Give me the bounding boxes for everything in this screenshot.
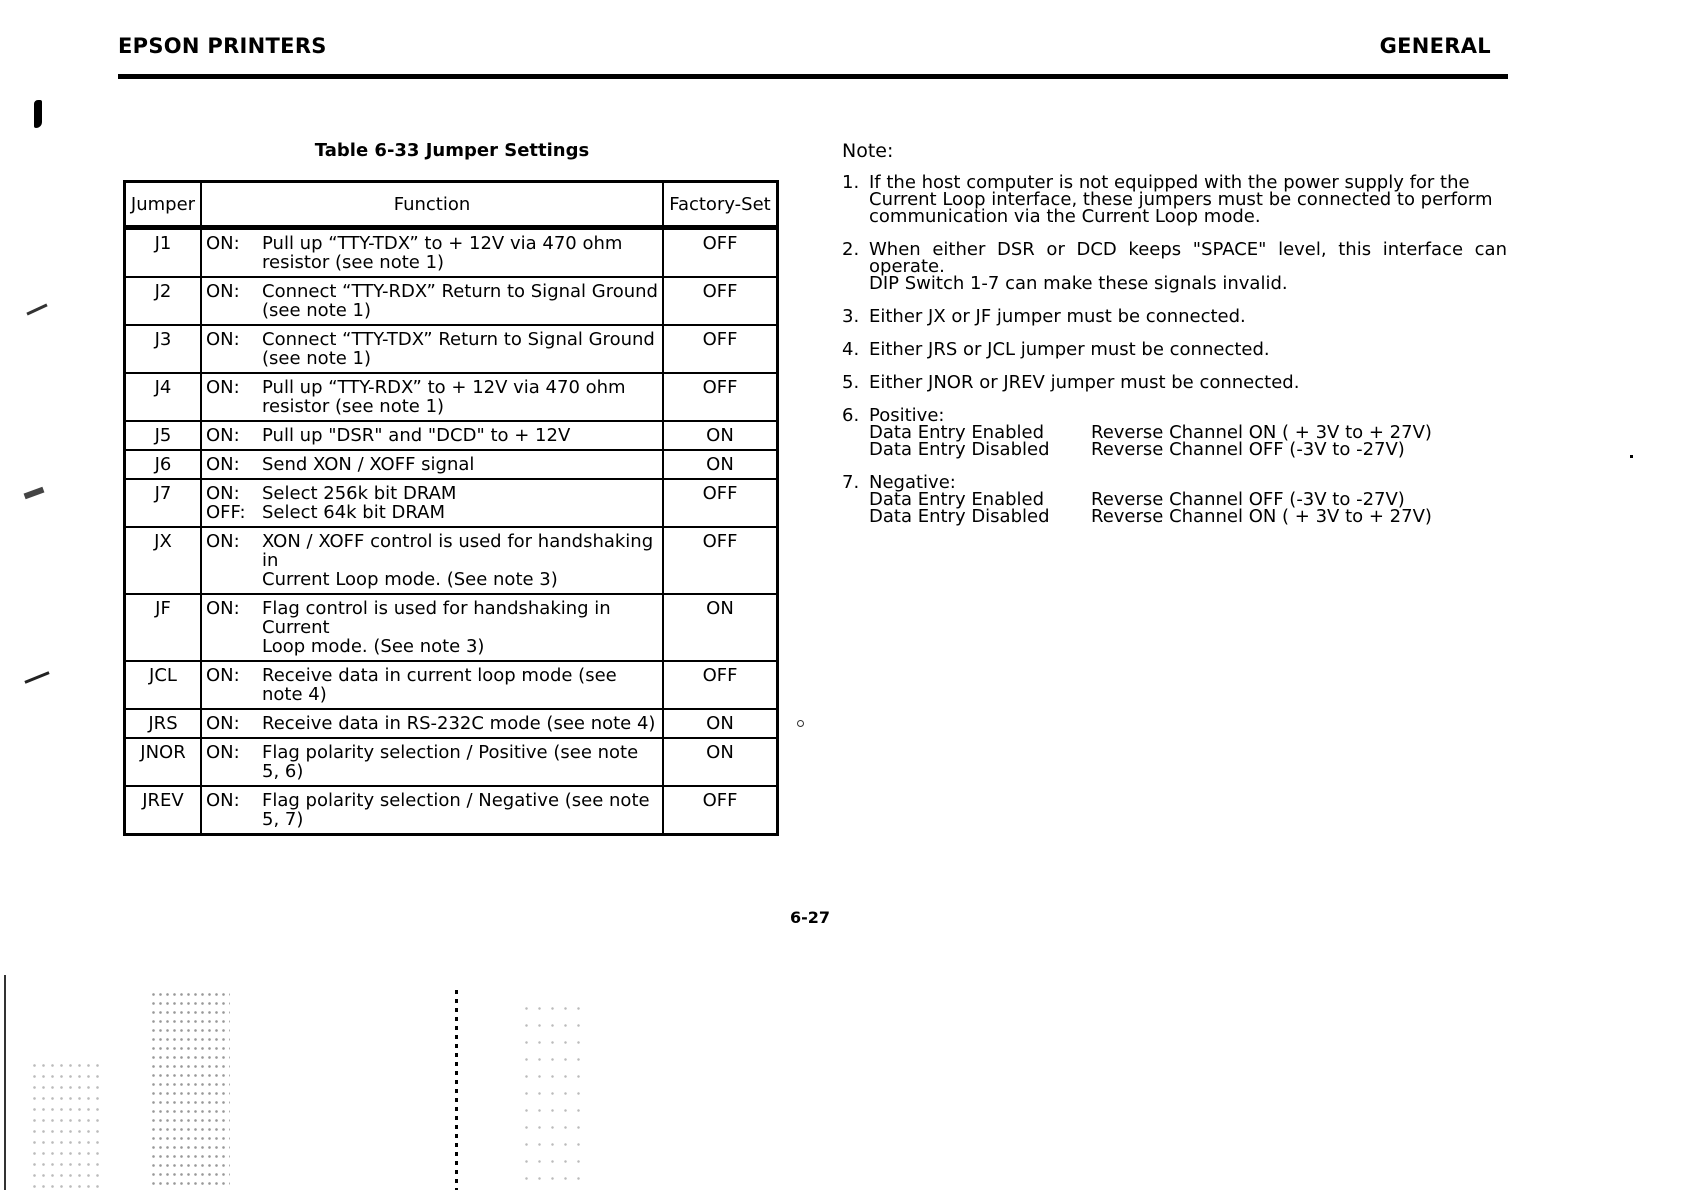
note-line: Either JNOR or JREV jumper must be connected. [869, 372, 1300, 393]
note-number: 7. [842, 472, 860, 493]
function-state-label [206, 253, 262, 272]
function-text: Select 256k bit DRAM [262, 483, 457, 504]
function-cell [201, 325, 663, 373]
column-header-factory-set: Factory-Set [663, 182, 778, 228]
factory-set-cell: ON [663, 450, 778, 479]
function-text: Receive data in current loop mode (see note 4) [262, 665, 617, 705]
function-state-label: ON: [206, 665, 240, 686]
function-text: Flag polarity selection / Negative (see note 5, 7) [262, 790, 650, 830]
function-line [206, 253, 658, 272]
function-text: (see note 1) [262, 348, 372, 369]
scan-artifact [24, 487, 45, 499]
function-text: Flag polarity selection / Positive (see note 5, 6) [262, 742, 639, 782]
jumper-cell: J6 [125, 450, 202, 479]
factory-set-cell: OFF [663, 479, 778, 527]
function-text: Pull up “TTY-TDX” to + 12V via 470 ohm [262, 233, 623, 254]
factory-set-cell: ON [663, 709, 778, 738]
function-cell [201, 527, 663, 594]
function-state-label: OFF: [206, 502, 246, 523]
scan-artifact [150, 990, 230, 1190]
note-number: 1. [842, 172, 860, 193]
note-line: communication via the Current Loop mode. [869, 206, 1261, 227]
jumper-cell: J4 [125, 373, 202, 421]
function-line [206, 330, 658, 349]
function-state-label [206, 570, 262, 589]
function-line [206, 378, 658, 397]
jumper-cell: JREV [125, 786, 202, 835]
factory-set-cell: ON [663, 594, 778, 661]
function-line [206, 426, 658, 445]
function-line [206, 484, 658, 503]
function-line [206, 455, 658, 474]
function-state-label: ON: [206, 790, 240, 811]
factory-set-cell: OFF [663, 527, 778, 594]
scan-artifact [520, 1000, 580, 1190]
function-state-label: ON: [206, 598, 240, 619]
function-line [206, 503, 658, 522]
function-line [206, 714, 658, 733]
reverse-channel-state: Reverse Channel OFF (-3V to -27V) [1091, 489, 1405, 510]
function-text: Pull up "DSR" and "DCD" to + 12V [262, 425, 571, 446]
reverse-channel-state: Reverse Channel ON ( + 3V to + 27V) [1091, 506, 1432, 527]
table-row [125, 709, 778, 738]
header-right: GENERAL [1379, 34, 1491, 58]
note-body [869, 241, 1507, 292]
table-caption: Table 6-33 Jumper Settings [314, 140, 590, 161]
header-left: EPSON PRINTERS [118, 34, 327, 58]
function-state-label: ON: [206, 483, 240, 504]
jumper-cell: J2 [125, 277, 202, 325]
function-state-label: ON: [206, 454, 240, 475]
function-state-label: ON: [206, 281, 240, 302]
function-line [206, 743, 658, 781]
function-text: Flag control is used for handshaking in Current [262, 598, 611, 638]
table-row [125, 277, 778, 325]
note-line: Current Loop interface, these jumpers must be connected to perform [869, 189, 1493, 210]
function-cell [201, 479, 663, 527]
jumper-cell: J7 [125, 479, 202, 527]
scan-artifact [797, 720, 804, 727]
function-text: Connect “TTY-RDX” Return to Signal Ground [262, 281, 658, 302]
note-item [842, 174, 1507, 225]
jumper-cell: JX [125, 527, 202, 594]
jumper-cell: JRS [125, 709, 202, 738]
data-entry-state: Data Entry Disabled [869, 439, 1050, 460]
function-line [206, 637, 658, 656]
positive-heading: Positive: [869, 405, 945, 426]
function-cell [201, 421, 663, 450]
note-number: 3. [842, 306, 860, 327]
scan-artifact [24, 671, 49, 684]
function-state-label: ON: [206, 377, 240, 398]
note-item [842, 241, 1507, 292]
note-line: DIP Switch 1-7 can make these signals invalid. [869, 273, 1288, 294]
table-row [125, 738, 778, 786]
function-line [206, 791, 658, 829]
jumper-cell: JNOR [125, 738, 202, 786]
function-cell [201, 594, 663, 661]
function-line [206, 397, 658, 416]
function-state-label: ON: [206, 329, 240, 350]
function-text: Send XON / XOFF signal [262, 454, 475, 475]
jumper-cell: J1 [125, 228, 202, 278]
note-item [842, 374, 1507, 391]
function-text: Select 64k bit DRAM [262, 502, 445, 523]
function-cell [201, 228, 663, 278]
function-text: Pull up “TTY-RDX” to + 12V via 470 ohm [262, 377, 626, 398]
table-row [125, 228, 778, 278]
function-line [206, 301, 658, 320]
function-cell [201, 277, 663, 325]
factory-set-cell: OFF [663, 277, 778, 325]
note-item [842, 308, 1507, 325]
note-line: When either DSR or DCD keeps "SPACE" level, this interface can operate. [869, 239, 1507, 277]
scan-artifact [455, 990, 458, 1190]
table-row [125, 661, 778, 709]
note-line: If the host computer is not equipped with the power supply for the [869, 172, 1470, 193]
function-cell [201, 786, 663, 835]
function-text: Current Loop mode. (See note 3) [262, 569, 558, 590]
note-number: 6. [842, 405, 860, 426]
table-row [125, 421, 778, 450]
factory-set-cell: OFF [663, 373, 778, 421]
note-body [869, 308, 1507, 325]
jumper-cell: JCL [125, 661, 202, 709]
table-row [125, 594, 778, 661]
notes-list [842, 174, 1507, 541]
function-cell [201, 709, 663, 738]
state-pair [869, 508, 1507, 525]
column-header-jumper: Jumper [125, 182, 202, 228]
table-body [125, 228, 778, 835]
function-state-label: ON: [206, 742, 240, 763]
function-text: Loop mode. (See note 3) [262, 636, 485, 657]
function-line [206, 666, 658, 704]
table-row [125, 527, 778, 594]
note-body [869, 474, 1507, 525]
function-text: resistor (see note 1) [262, 396, 445, 417]
function-state-label [206, 349, 262, 368]
note-number: 4. [842, 339, 860, 360]
data-entry-state: Data Entry Disabled [869, 506, 1050, 527]
jumper-cell: J3 [125, 325, 202, 373]
function-state-label: ON: [206, 531, 240, 552]
function-line [206, 532, 658, 570]
function-cell [201, 373, 663, 421]
function-cell [201, 450, 663, 479]
function-state-label [206, 637, 262, 656]
data-entry-state: Data Entry Enabled [869, 489, 1045, 510]
note-body [869, 374, 1507, 391]
function-cell [201, 661, 663, 709]
factory-set-cell: OFF [663, 325, 778, 373]
scan-artifact [26, 303, 47, 315]
table-header-row [125, 182, 778, 228]
table-row [125, 373, 778, 421]
reverse-channel-state: Reverse Channel ON ( + 3V to + 27V) [1091, 422, 1432, 443]
note-number: 2. [842, 239, 860, 260]
notes-title: Note: [842, 140, 894, 162]
scan-artifact [4, 975, 6, 1190]
note-body [869, 341, 1507, 358]
function-line [206, 570, 658, 589]
page-number: 6-27 [790, 908, 831, 927]
function-cell [201, 738, 663, 786]
negative-heading: Negative: [869, 472, 956, 493]
function-line [206, 599, 658, 637]
jumper-table [123, 180, 779, 836]
note-positive [842, 407, 1507, 458]
function-text: XON / XOFF control is used for handshaking in [262, 531, 654, 571]
note-line: Either JRS or JCL jumper must be connected. [869, 339, 1270, 360]
function-text: resistor (see note 1) [262, 252, 445, 273]
column-header-function: Function [201, 182, 663, 228]
reverse-channel-state: Reverse Channel OFF (-3V to -27V) [1091, 439, 1405, 460]
jumper-cell: JF [125, 594, 202, 661]
factory-set-cell: ON [663, 738, 778, 786]
table-row [125, 325, 778, 373]
state-pair [869, 441, 1507, 458]
factory-set-cell: OFF [663, 228, 778, 278]
scan-artifact [1630, 455, 1633, 458]
table-row [125, 450, 778, 479]
data-entry-state: Data Entry Enabled [869, 422, 1045, 443]
function-state-label: ON: [206, 233, 240, 254]
jumper-cell: J5 [125, 421, 202, 450]
scan-artifact [30, 1060, 100, 1190]
function-text: Receive data in RS-232C mode (see note 4) [262, 713, 656, 734]
scan-artifact [34, 100, 42, 128]
function-line [206, 349, 658, 368]
function-state-label [206, 301, 262, 320]
factory-set-cell: OFF [663, 661, 778, 709]
table-row [125, 479, 778, 527]
function-text: Connect “TTY-TDX” Return to Signal Ground [262, 329, 655, 350]
factory-set-cell: OFF [663, 786, 778, 835]
note-negative [842, 474, 1507, 525]
function-state-label: ON: [206, 425, 240, 446]
note-body [869, 174, 1507, 225]
note-line: Either JX or JF jumper must be connected. [869, 306, 1246, 327]
factory-set-cell: ON [663, 421, 778, 450]
note-item [842, 341, 1507, 358]
function-state-label [206, 397, 262, 416]
function-line [206, 234, 658, 253]
function-state-label: ON: [206, 713, 240, 734]
table-row [125, 786, 778, 835]
note-number: 5. [842, 372, 860, 393]
function-text: (see note 1) [262, 300, 372, 321]
header-rule [118, 74, 1508, 79]
function-line [206, 282, 658, 301]
note-body [869, 407, 1507, 458]
